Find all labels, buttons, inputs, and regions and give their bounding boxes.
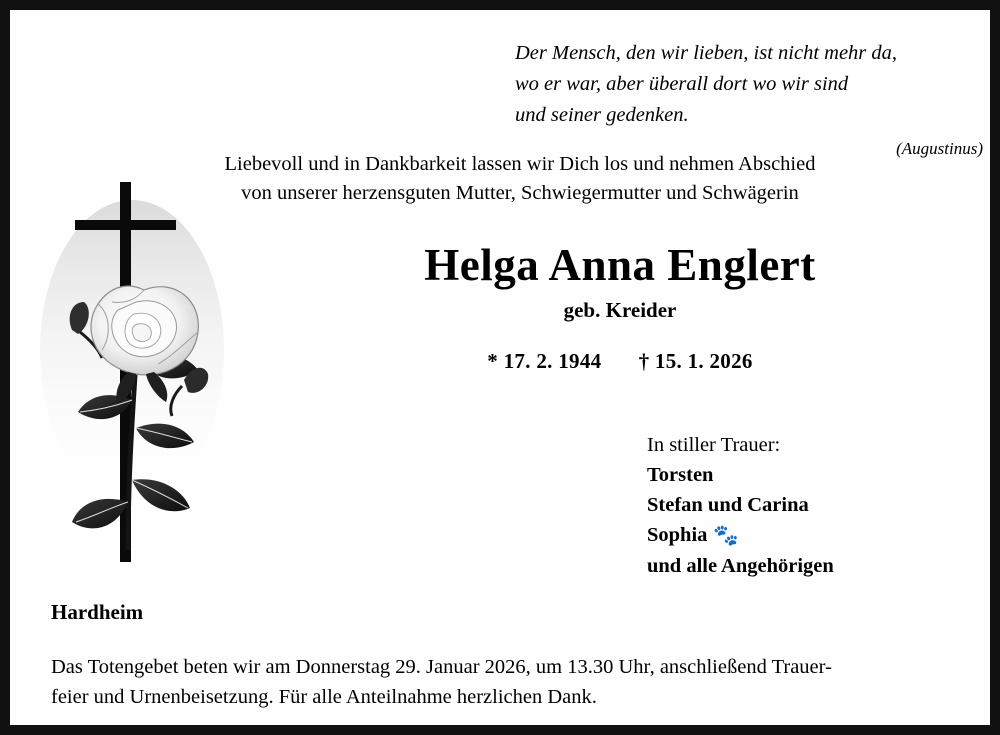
paw-print-icon: 🐾: [713, 525, 739, 547]
obituary-inner: [10, 10, 990, 725]
mourners-block: [647, 430, 987, 581]
rose-and-cross-illustration: [32, 150, 252, 580]
birth-date: * 17. 2. 1944: [487, 349, 602, 373]
place-name: Hardheim: [51, 600, 144, 624]
death-date: † 15. 1. 2026: [638, 349, 753, 373]
quote-source: (Augustinus): [896, 139, 983, 158]
mourners-lead: In stiller Trauer:: [647, 434, 781, 456]
mourner-3-row: [647, 520, 987, 551]
deceased-dates: [250, 349, 990, 374]
mourner-3: Sophia: [647, 524, 708, 546]
intro-text: [70, 150, 970, 208]
mourner-1: Torsten: [647, 464, 714, 486]
quote-block: [515, 38, 985, 164]
intro-line-2: von unserer herzensguten Mutter, Schwiegermutter und Schwägerin: [241, 182, 799, 204]
deceased-maiden-name: geb. Kreider: [563, 298, 677, 322]
intro-line-1: Liebevoll und in Dankbarkeit lassen wir Dich los und nehmen Abschied: [224, 153, 816, 175]
deceased-name: Helga Anna Englert: [424, 240, 816, 290]
mourner-2: Stefan und Carina: [647, 494, 809, 516]
quote-line-1: Der Mensch, den wir lieben, ist nicht mehr da,: [515, 42, 898, 64]
service-details: [51, 652, 971, 712]
deceased-block: [250, 238, 990, 374]
service-line-2: feier und Urnenbeisetzung. Für alle Anteilnahme herzlichen Dank.: [51, 686, 597, 708]
service-line-1: Das Totengebet beten wir am Donnerstag 29. Januar 2026, um 13.30 Uhr, anschließend Trauer-: [51, 656, 832, 678]
quote-line-2: wo er war, aber überall dort wo wir sind: [515, 73, 849, 95]
quote-line-3: und seiner gedenken.: [515, 104, 689, 126]
mourner-4: und alle Angehörigen: [647, 555, 834, 577]
